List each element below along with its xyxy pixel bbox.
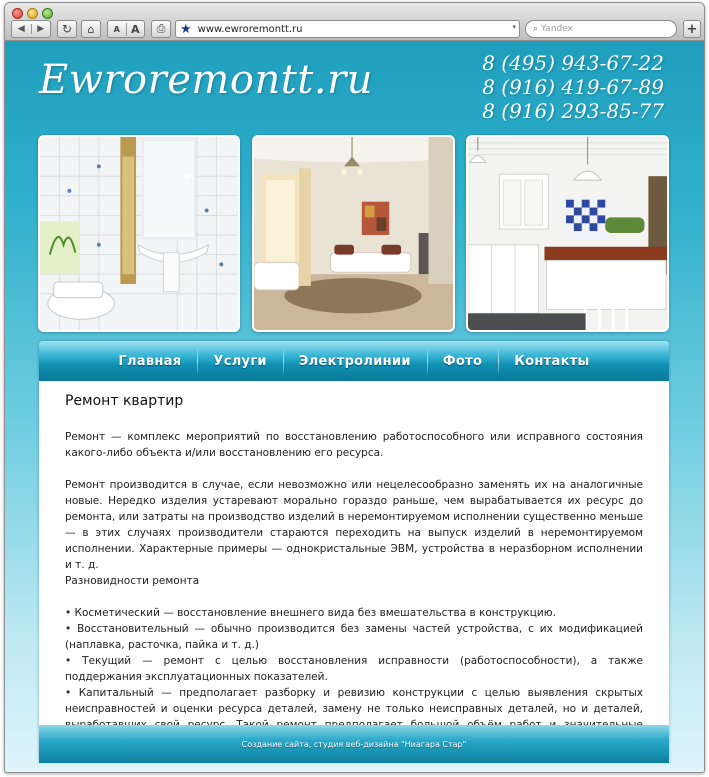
page-viewport [5, 41, 704, 773]
forward-button[interactable]: ▶ [31, 24, 51, 34]
back-button[interactable]: ◀ [17, 24, 25, 34]
add-bookmark-button[interactable] [683, 20, 701, 38]
main-nav [39, 341, 669, 381]
search-field[interactable] [525, 20, 677, 38]
print-button[interactable] [151, 20, 171, 38]
address-dropdown-icon[interactable]: ▾ [512, 23, 516, 31]
phone-2: 8 (916) 419-67-89 [482, 75, 664, 99]
nav-item-home[interactable]: Главная [118, 353, 182, 369]
living-room-photo [252, 135, 455, 332]
home-icon: ⌂ [87, 22, 95, 36]
zoom-window-button[interactable] [42, 8, 53, 19]
text-smaller-button[interactable]: A [113, 24, 120, 34]
phone-list [482, 51, 664, 123]
list-item: • Текущий — ремонт с целью восстановления исправности (работоспособности), а также поддержания эксплуатационных показателей. [65, 655, 643, 683]
bookmark-star-icon[interactable]: ★ [180, 21, 192, 37]
nav-item-contacts[interactable]: Контакты [498, 341, 605, 381]
address-url[interactable]: www.ewroremontt.ru [197, 23, 303, 35]
print-icon: ⎙ [156, 22, 166, 35]
article-paragraph-3: Разновидности ремонта [65, 575, 200, 587]
list-item: • Восстановительный — обычно производится без замены частей устройства, с их модификацией (наплавка, расточка, пайка и т. д.) [65, 623, 643, 651]
nav-item-electric[interactable]: Электролинии [283, 341, 427, 381]
footer-credit[interactable]: Создание сайта, студия веб-дизайна "Ниагара Стар" [241, 739, 467, 749]
browser-window [4, 2, 705, 773]
text-bigger-button[interactable]: A [126, 23, 145, 36]
browser-toolbar [5, 3, 704, 41]
text-size-group [107, 20, 145, 38]
nav-item-photo[interactable]: Фото [427, 341, 499, 381]
address-bar[interactable] [175, 20, 520, 38]
back-forward-group [11, 20, 51, 38]
bathroom-photo [38, 135, 240, 332]
page-title: Ремонт квартир [65, 393, 184, 409]
reload-icon: ↻ [61, 22, 73, 36]
search-icon: ⌕ [533, 24, 539, 34]
article [65, 393, 643, 749]
site-footer [39, 725, 669, 763]
nav-item-services[interactable]: Услуги [197, 341, 282, 381]
close-window-button[interactable] [12, 8, 23, 19]
phone-1: 8 (495) 943-67-22 [482, 51, 664, 75]
list-item: • Косметический — восстановление внешнего вида без вмешательства в конструкцию. [65, 607, 556, 619]
article-paragraph-2: Ремонт производится в случае, если невозможно или нецелесообразно заменять их на аналогичные новые. Нередко изделия устаревают морально гораздо раньше, чем вырабатывается их ресурс до ремонта, или затраты на производство изделий в неремонтируемом исполнении существенно меньше — в этих случаях производители стараются переходить на выпуск изделий в неремонтируемом исполнении. Характерные примеры — однокристальные ЭВМ, устройства в неразборном исполнении и т. д. [65, 479, 643, 571]
kitchen-photo [466, 135, 669, 332]
list-item: • Капитальный — предполагает разборку и ревизию конструкции с целью выявления скрытых неисправностей и оценки ресурса деталей, замену не только неисправных деталей, но и деталей, [65, 687, 643, 715]
phone-3: 8 (916) 293-85-77 [482, 99, 664, 123]
article-paragraph-1: Ремонт — комплекс мероприятий по восстановлению работоспособного или исправного состояния какого-либо объекта и/или восстановлению его ресурса. [65, 431, 643, 459]
minimize-window-button[interactable] [27, 8, 38, 19]
reload-button[interactable] [57, 20, 77, 38]
home-button[interactable] [81, 20, 101, 38]
search-placeholder: Yandex [541, 24, 573, 34]
plus-icon: + [686, 21, 698, 37]
content-panel [39, 341, 669, 762]
site-logo[interactable]: Ewroremontt.ru [39, 57, 373, 103]
